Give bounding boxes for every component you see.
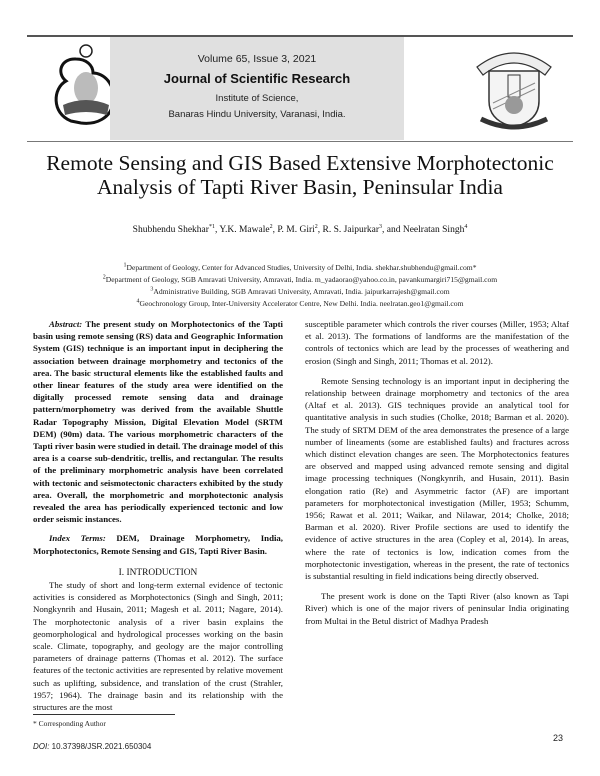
author-sup: 2 bbox=[314, 223, 318, 230]
affil-text: Department of Geology, SGB Amravati University, Amravati, India. m_yadaorao@yahoo.co.in, pavankumargiri715@gmail.com bbox=[105, 275, 498, 284]
index-terms-label: Index Terms: bbox=[49, 533, 106, 544]
section-heading: I. INTRODUCTION bbox=[118, 567, 198, 578]
doi-value: 10.37398/JSR.2021.650304 bbox=[49, 742, 152, 751]
author-sup: *1 bbox=[208, 223, 215, 230]
affiliation bbox=[40, 262, 560, 274]
author-sup: 2 bbox=[269, 223, 273, 230]
author: and Neelratan Singh bbox=[386, 225, 465, 235]
body-paragraph: Remote Sensing technology is an important input in deciphering the relationship between drainage morphometry and tectonics of the area (Altaf et al. 2013). GIS techniques provide an analytical tool for quantitative analysis in such studies (Cholke, 2018; Barman et al. 2020). The study of SRTM DEM of the area demonstrates the presence of a large number of lineaments (some are established faults) and fractures across which distinct elevation changes are seen. The Morphotectonics features are observed and mapped using advanced remote sensing and digital image processing techniques (Nongkynrih, and Husain, 2011). Basin elongation ratio (Re) and Asymmetric factor (AF) are important parameters for morphotectonical investigation (Miller, 1953; Schumm, 1956; Rawat et al. 2011; Waikar, and Nilawar, 2014; Cholke, 2018; Barman et al. 2020). River Profile sections are used to identify the evidence of active structures in the area (Copley et al, 2014). In areas, where the rate of tectonics is low, indication comes from the morphotectonic investigation, whereas in the present, the rate of tectonics is substantial resulting in field indications being directly observed. bbox=[305, 375, 569, 582]
journal-name: Journal of Scientific Research bbox=[163, 71, 351, 86]
right-column bbox=[305, 318, 569, 627]
affil-text: Geochronology Group, Inter-University Accelerator Centre, New Delhi. India. neelratan.geo1@gmail.com bbox=[139, 299, 464, 308]
affil-sup: 2 bbox=[102, 274, 106, 281]
author: R. S. Jaipurkar bbox=[322, 225, 380, 235]
author: Shubhendu Shekhar bbox=[132, 225, 209, 235]
journal-header bbox=[27, 35, 573, 142]
footnote: * Corresponding Author bbox=[33, 719, 106, 728]
index-terms bbox=[33, 532, 283, 556]
author-sup: 3 bbox=[379, 223, 383, 230]
affiliation bbox=[40, 298, 560, 310]
author-sup: 4 bbox=[464, 223, 468, 230]
university-name: Banaras Hindu University, Varanasi, India. bbox=[168, 109, 346, 120]
footnote-divider bbox=[33, 714, 175, 715]
affiliation bbox=[40, 286, 560, 298]
author: P. M. Giri bbox=[277, 225, 315, 235]
affil-sup: 1 bbox=[123, 262, 127, 269]
doi-label: DOI: bbox=[33, 742, 50, 751]
affil-text: Department of Geology, Center for Advanced Studies, University of Delhi, India. shekhar.shubhendu@gmail.com* bbox=[126, 263, 477, 272]
affiliation bbox=[40, 274, 560, 286]
body-paragraph: susceptible parameter which controls the river courses (Miller, 1953; Altaf et al. 2013). The formations of landforms are the manifestation of the controls of tectonics which are lead by the processes of weathering and erosion (Singh and Singh, 2011; Thomas et al. 2012). bbox=[305, 319, 569, 366]
author: Y.K. Mawale bbox=[219, 225, 270, 235]
affil-sup: 4 bbox=[136, 298, 140, 305]
body-paragraph: The present work is done on the Tapti River (also known as Tapi River) which is one of the major rivers of peninsular India originating from Multai in the Betul district of Madhya Pradesh bbox=[305, 591, 569, 626]
faculty-of-science-crest-icon bbox=[471, 43, 557, 131]
abstract bbox=[33, 318, 283, 525]
author-list: Shubhendu Shekhar$^{*1}$, Y.K. Mawale$^2$, P. M. Giri$^2$, R. S. Jaipurkar$^3$, and Neelratan Singh$^4$ bbox=[132, 223, 468, 235]
intro-paragraph: The study of short and long-term external evidence of tectonic activities is considered as Morphotectonics (Singh and Singh, 2011; Nongkynrih and Husain, 2011; Magesh et al. 2011; Nagare, 2014). The morphotectonic analysis of a river basin explains the geomorphological and hydrological processes working on the basin scale. Climate, topography, and geology are the major controlling parameters of drainage patterns (Thomas et al. 2012). The surface features of the tectonic activities are represented by relative movement such as uplifting, subsidence, and translation of the crust (Strahler, 1957; 1964). The drainage basin and its relationship with the structures are the most bbox=[33, 580, 283, 713]
journal-info-band bbox=[110, 37, 404, 140]
affiliations bbox=[40, 262, 560, 310]
affil-sup: 3 bbox=[150, 286, 154, 293]
doi bbox=[33, 742, 151, 751]
institute-name: Institute of Science, bbox=[215, 93, 299, 104]
left-column bbox=[33, 318, 283, 713]
paper-title: Remote Sensing and GIS Based Extensive Morphotectonic Analysis of Tapti River Basin, Peninsular India bbox=[46, 151, 554, 199]
affil-text: Administrative Building, SGB Amravati University, Amravati, India. jaipurkarrajesh@gmail.com bbox=[153, 287, 450, 296]
abstract-label: Abstract: bbox=[49, 319, 83, 329]
volume-issue: Volume 65, Issue 3, 2021 bbox=[197, 53, 317, 65]
index-terms-text: DEM, Drainage Morphometry, India, Morphotectonics, Remote Sensing and GIS, Tapti River Basin. bbox=[33, 533, 284, 556]
abstract-text: The present study on Morphotectonics of the Tapti basin using remote sensing (RS) data and Geographic Information System (GIS) technique is an important input in deciphering the association between drainage morphometry and tectonics of the area. The basic structural elements like the established faults and other linear features of the study area were identified on the digitally processed remote sensing data and drainage pattern/morphometry was derived from the available Shuttle Radar Topography Mission, Digital Elevation Model (SRTM DEM) (90m) data. The various morphometric characters of the Tapti river basin were studied in detail. The drainage model of this area is a coarse sub-dendritic, trellis, and rectangular. The results of the preliminary morphometric analysis have been correlated with tectonic and seismotectonic characters exhibited by the study area. Overall, the morphometric and morphotectonic analysis revealed the area has periodically experienced tectonic and low order seismic instances. bbox=[33, 319, 283, 525]
page-number: 23 bbox=[553, 733, 564, 743]
